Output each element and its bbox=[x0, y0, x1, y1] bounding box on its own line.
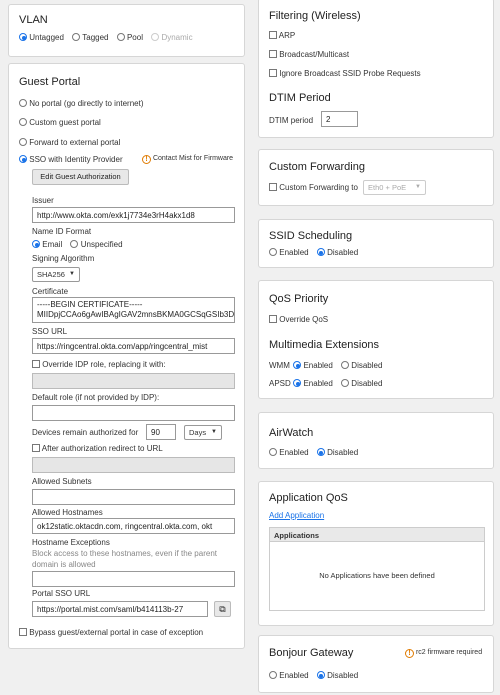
scheduling-disabled-radio[interactable] bbox=[317, 248, 325, 256]
wmm-disabled-label: Disabled bbox=[351, 361, 383, 370]
bonjour-disabled-radio[interactable] bbox=[317, 671, 325, 679]
qos-card bbox=[258, 280, 494, 399]
vlan-options bbox=[19, 33, 193, 42]
opt-custom-portal[interactable] bbox=[19, 118, 101, 127]
apsd-enabled-radio[interactable] bbox=[293, 379, 301, 387]
bonjour-card bbox=[258, 635, 494, 693]
certificate-line-2: MIIDpjCCAo6gAwIBAgIGAV2mnsBKMA0GCSqGSIb3D bbox=[37, 310, 235, 319]
add-application-link[interactable]: Add Application bbox=[269, 511, 325, 520]
warning-icon: ! bbox=[405, 649, 414, 658]
copy-button[interactable] bbox=[214, 601, 231, 617]
applications-header-label: Applications bbox=[274, 531, 320, 540]
copy-icon: ⧉ bbox=[219, 604, 226, 614]
filter-arp-label: ARP bbox=[278, 31, 296, 40]
vlan-untagged-radio[interactable] bbox=[19, 33, 27, 41]
nameid-email-radio[interactable] bbox=[32, 240, 40, 248]
custom-forwarding-value: Eth0 + PoE bbox=[368, 183, 407, 192]
chevron-down-icon: ▼ bbox=[69, 271, 75, 277]
wmm-label: WMM bbox=[269, 361, 290, 370]
devices-unit-select[interactable] bbox=[184, 425, 222, 440]
custom-forwarding-row[interactable] bbox=[269, 183, 358, 192]
nameid-unspecified-radio[interactable] bbox=[70, 240, 78, 248]
bonjour-enabled-label: Enabled bbox=[279, 671, 309, 680]
default-role-label: Default role (if not provided by IDP): bbox=[32, 393, 160, 402]
bonjour-note bbox=[405, 649, 482, 658]
filtering-title: Filtering (Wireless) bbox=[269, 10, 361, 22]
vlan-dynamic-radio bbox=[151, 33, 159, 41]
no-portal-radio[interactable] bbox=[19, 99, 27, 107]
warning-icon: ! bbox=[142, 155, 151, 164]
portal-sso-input[interactable]: https://portal.mist.com/saml/b414113b-27 bbox=[32, 601, 208, 617]
certificate-label: Certificate bbox=[32, 287, 69, 296]
ssid-scheduling-card bbox=[258, 219, 494, 268]
filter-broadcast-row[interactable] bbox=[269, 50, 349, 59]
hostname-exceptions-label: Hostname Exceptions bbox=[32, 538, 110, 547]
apsd-row bbox=[269, 379, 382, 388]
after-auth-checkbox[interactable] bbox=[32, 444, 40, 452]
scheduling-enabled-radio[interactable] bbox=[269, 248, 277, 256]
application-qos-card bbox=[258, 481, 494, 626]
wmm-enabled-label: Enabled bbox=[303, 361, 333, 370]
bonjour-note-text: rc2 firmware required bbox=[415, 649, 483, 656]
signing-label: Signing Algorithm bbox=[32, 254, 95, 263]
ssid-scheduling-options bbox=[269, 248, 358, 257]
forward-portal-label: Forward to external portal bbox=[29, 138, 121, 147]
allowed-subnets-label: Allowed Subnets bbox=[32, 477, 92, 486]
filter-broadcast-label: Broadcast/Multicast bbox=[279, 50, 350, 59]
devices-authorized-label: Devices remain authorized for bbox=[32, 428, 139, 437]
bonjour-disabled-label: Disabled bbox=[327, 671, 359, 680]
guest-portal-title: Guest Portal bbox=[19, 76, 81, 88]
filter-arp-row[interactable] bbox=[269, 31, 295, 40]
custom-portal-radio[interactable] bbox=[19, 118, 27, 126]
nameid-label: Name ID Format bbox=[32, 227, 92, 236]
dtim-input[interactable]: 2 bbox=[321, 111, 358, 127]
custom-forwarding-select bbox=[363, 180, 426, 195]
dtim-title: DTIM Period bbox=[269, 92, 331, 104]
qos-title: QoS Priority bbox=[269, 293, 329, 305]
override-qos-checkbox[interactable] bbox=[269, 315, 277, 323]
chevron-down-icon: ▼ bbox=[415, 184, 421, 190]
wmm-disabled-radio[interactable] bbox=[341, 361, 349, 369]
custom-forwarding-label: Custom Forwarding to bbox=[279, 183, 358, 192]
apsd-disabled-label: Disabled bbox=[351, 379, 383, 388]
override-qos-label: Override QoS bbox=[279, 315, 329, 324]
opt-sso[interactable] bbox=[19, 155, 123, 164]
filter-arp-checkbox[interactable] bbox=[269, 31, 277, 39]
bypass-label: Bypass guest/external portal in case of exception bbox=[29, 628, 204, 637]
after-auth-row[interactable] bbox=[32, 444, 163, 453]
contact-mist-note bbox=[142, 155, 233, 164]
airwatch-enabled-radio[interactable] bbox=[269, 448, 277, 456]
applications-table bbox=[269, 527, 485, 611]
certificate-line-1: -----BEGIN CERTIFICATE----- bbox=[37, 300, 143, 309]
vlan-dynamic-label: Dynamic bbox=[161, 33, 193, 42]
override-idp-input bbox=[32, 373, 235, 389]
ssid-scheduling-title: SSID Scheduling bbox=[269, 230, 353, 242]
override-idp-label: Override IDP role, replacing it with: bbox=[42, 360, 166, 369]
apsd-enabled-label: Enabled bbox=[303, 379, 333, 388]
bypass-row[interactable] bbox=[19, 628, 203, 637]
apsd-disabled-radio[interactable] bbox=[341, 379, 349, 387]
scheduling-disabled-label: Disabled bbox=[327, 248, 359, 257]
bonjour-options bbox=[269, 671, 358, 680]
default-role-input[interactable] bbox=[32, 405, 235, 421]
vlan-card bbox=[8, 4, 245, 57]
filter-broadcast-checkbox[interactable] bbox=[269, 50, 277, 58]
dtim-label: DTIM period bbox=[269, 116, 314, 125]
devices-authorized-input[interactable]: 90 bbox=[146, 424, 176, 440]
contact-mist-text: Contact Mist for Firmware bbox=[152, 155, 234, 162]
issuer-label: Issuer bbox=[32, 196, 54, 205]
nameid-unspecified-label: Unspecified bbox=[80, 240, 123, 249]
certificate-textarea[interactable] bbox=[32, 297, 235, 323]
bonjour-enabled-radio[interactable] bbox=[269, 671, 277, 679]
application-qos-title: Application QoS bbox=[269, 492, 348, 504]
custom-forwarding-title: Custom Forwarding bbox=[269, 161, 365, 173]
custom-portal-label: Custom guest portal bbox=[29, 118, 101, 127]
nameid-options bbox=[32, 240, 123, 249]
airwatch-disabled-label: Disabled bbox=[327, 448, 359, 457]
sso-radio[interactable] bbox=[19, 155, 27, 163]
custom-forwarding-checkbox[interactable] bbox=[269, 183, 277, 191]
nameid-email-label: Email bbox=[42, 240, 63, 249]
vlan-untagged-label: Untagged bbox=[29, 33, 64, 42]
allowed-hostnames-input[interactable]: ok12static.oktacdn.com, ringcentral.okta.com, okt bbox=[32, 518, 235, 534]
scheduling-enabled-label: Enabled bbox=[279, 248, 309, 257]
signing-value: SHA256 bbox=[37, 270, 65, 279]
guest-portal-card bbox=[8, 63, 245, 649]
bonjour-title: Bonjour Gateway bbox=[269, 647, 354, 659]
filtering-card bbox=[258, 0, 494, 138]
issuer-input[interactable]: http://www.okta.com/exk1j7734e3rH4akx1d8 bbox=[32, 207, 235, 223]
filter-probe-label: Ignore Broadcast SSID Probe Requests bbox=[279, 69, 421, 78]
hostname-exceptions-help: Block access to these hostnames, even if the parent domain is allowed bbox=[32, 549, 217, 569]
sso-label: SSO with Identity Provider bbox=[29, 155, 123, 164]
applications-empty-message: No Applications have been defined bbox=[319, 571, 435, 580]
airwatch-options bbox=[269, 448, 358, 457]
hostname-exceptions-input[interactable] bbox=[32, 571, 235, 587]
airwatch-card bbox=[258, 412, 494, 469]
override-idp-row[interactable] bbox=[32, 360, 166, 369]
wmm-enabled-radio[interactable] bbox=[293, 361, 301, 369]
vlan-pool-radio[interactable] bbox=[117, 33, 125, 41]
devices-unit-value: Days bbox=[189, 428, 207, 437]
bypass-checkbox[interactable] bbox=[19, 628, 27, 636]
sso-url-label: SSO URL bbox=[32, 327, 68, 336]
vlan-pool-label: Pool bbox=[126, 33, 143, 42]
filter-probe-checkbox[interactable] bbox=[269, 69, 277, 77]
apsd-label: APSD bbox=[269, 379, 291, 388]
airwatch-enabled-label: Enabled bbox=[279, 448, 309, 457]
portal-sso-label: Portal SSO URL bbox=[32, 589, 91, 598]
applications-table-header bbox=[270, 528, 484, 542]
vlan-title: VLAN bbox=[19, 14, 48, 26]
wmm-row bbox=[269, 361, 382, 370]
opt-forward-portal[interactable] bbox=[19, 138, 120, 147]
filter-probe-row[interactable] bbox=[269, 69, 421, 78]
vlan-tagged-radio[interactable] bbox=[72, 33, 80, 41]
after-auth-input bbox=[32, 457, 235, 473]
vlan-tagged-label: Tagged bbox=[82, 33, 109, 42]
sso-url-input[interactable]: https://ringcentral.okta.com/app/ringcentral_mist bbox=[32, 338, 235, 354]
after-auth-label: After authorization redirect to URL bbox=[41, 444, 163, 453]
edit-guest-authorization-button[interactable]: Edit Guest Authorization bbox=[32, 169, 129, 185]
allowed-subnets-input[interactable] bbox=[32, 489, 235, 505]
override-idp-checkbox[interactable] bbox=[32, 360, 40, 368]
opt-no-portal[interactable] bbox=[19, 99, 144, 108]
allowed-hostnames-label: Allowed Hostnames bbox=[32, 508, 103, 517]
custom-forwarding-card bbox=[258, 149, 494, 206]
override-qos-row[interactable] bbox=[269, 315, 328, 324]
airwatch-title: AirWatch bbox=[269, 427, 314, 439]
airwatch-disabled-radio[interactable] bbox=[317, 448, 325, 456]
no-portal-label: No portal (go directly to internet) bbox=[29, 99, 144, 108]
chevron-down-icon: ▼ bbox=[211, 429, 217, 435]
forward-portal-radio[interactable] bbox=[19, 138, 27, 146]
multimedia-title: Multimedia Extensions bbox=[269, 339, 380, 351]
signing-select[interactable] bbox=[32, 267, 80, 282]
